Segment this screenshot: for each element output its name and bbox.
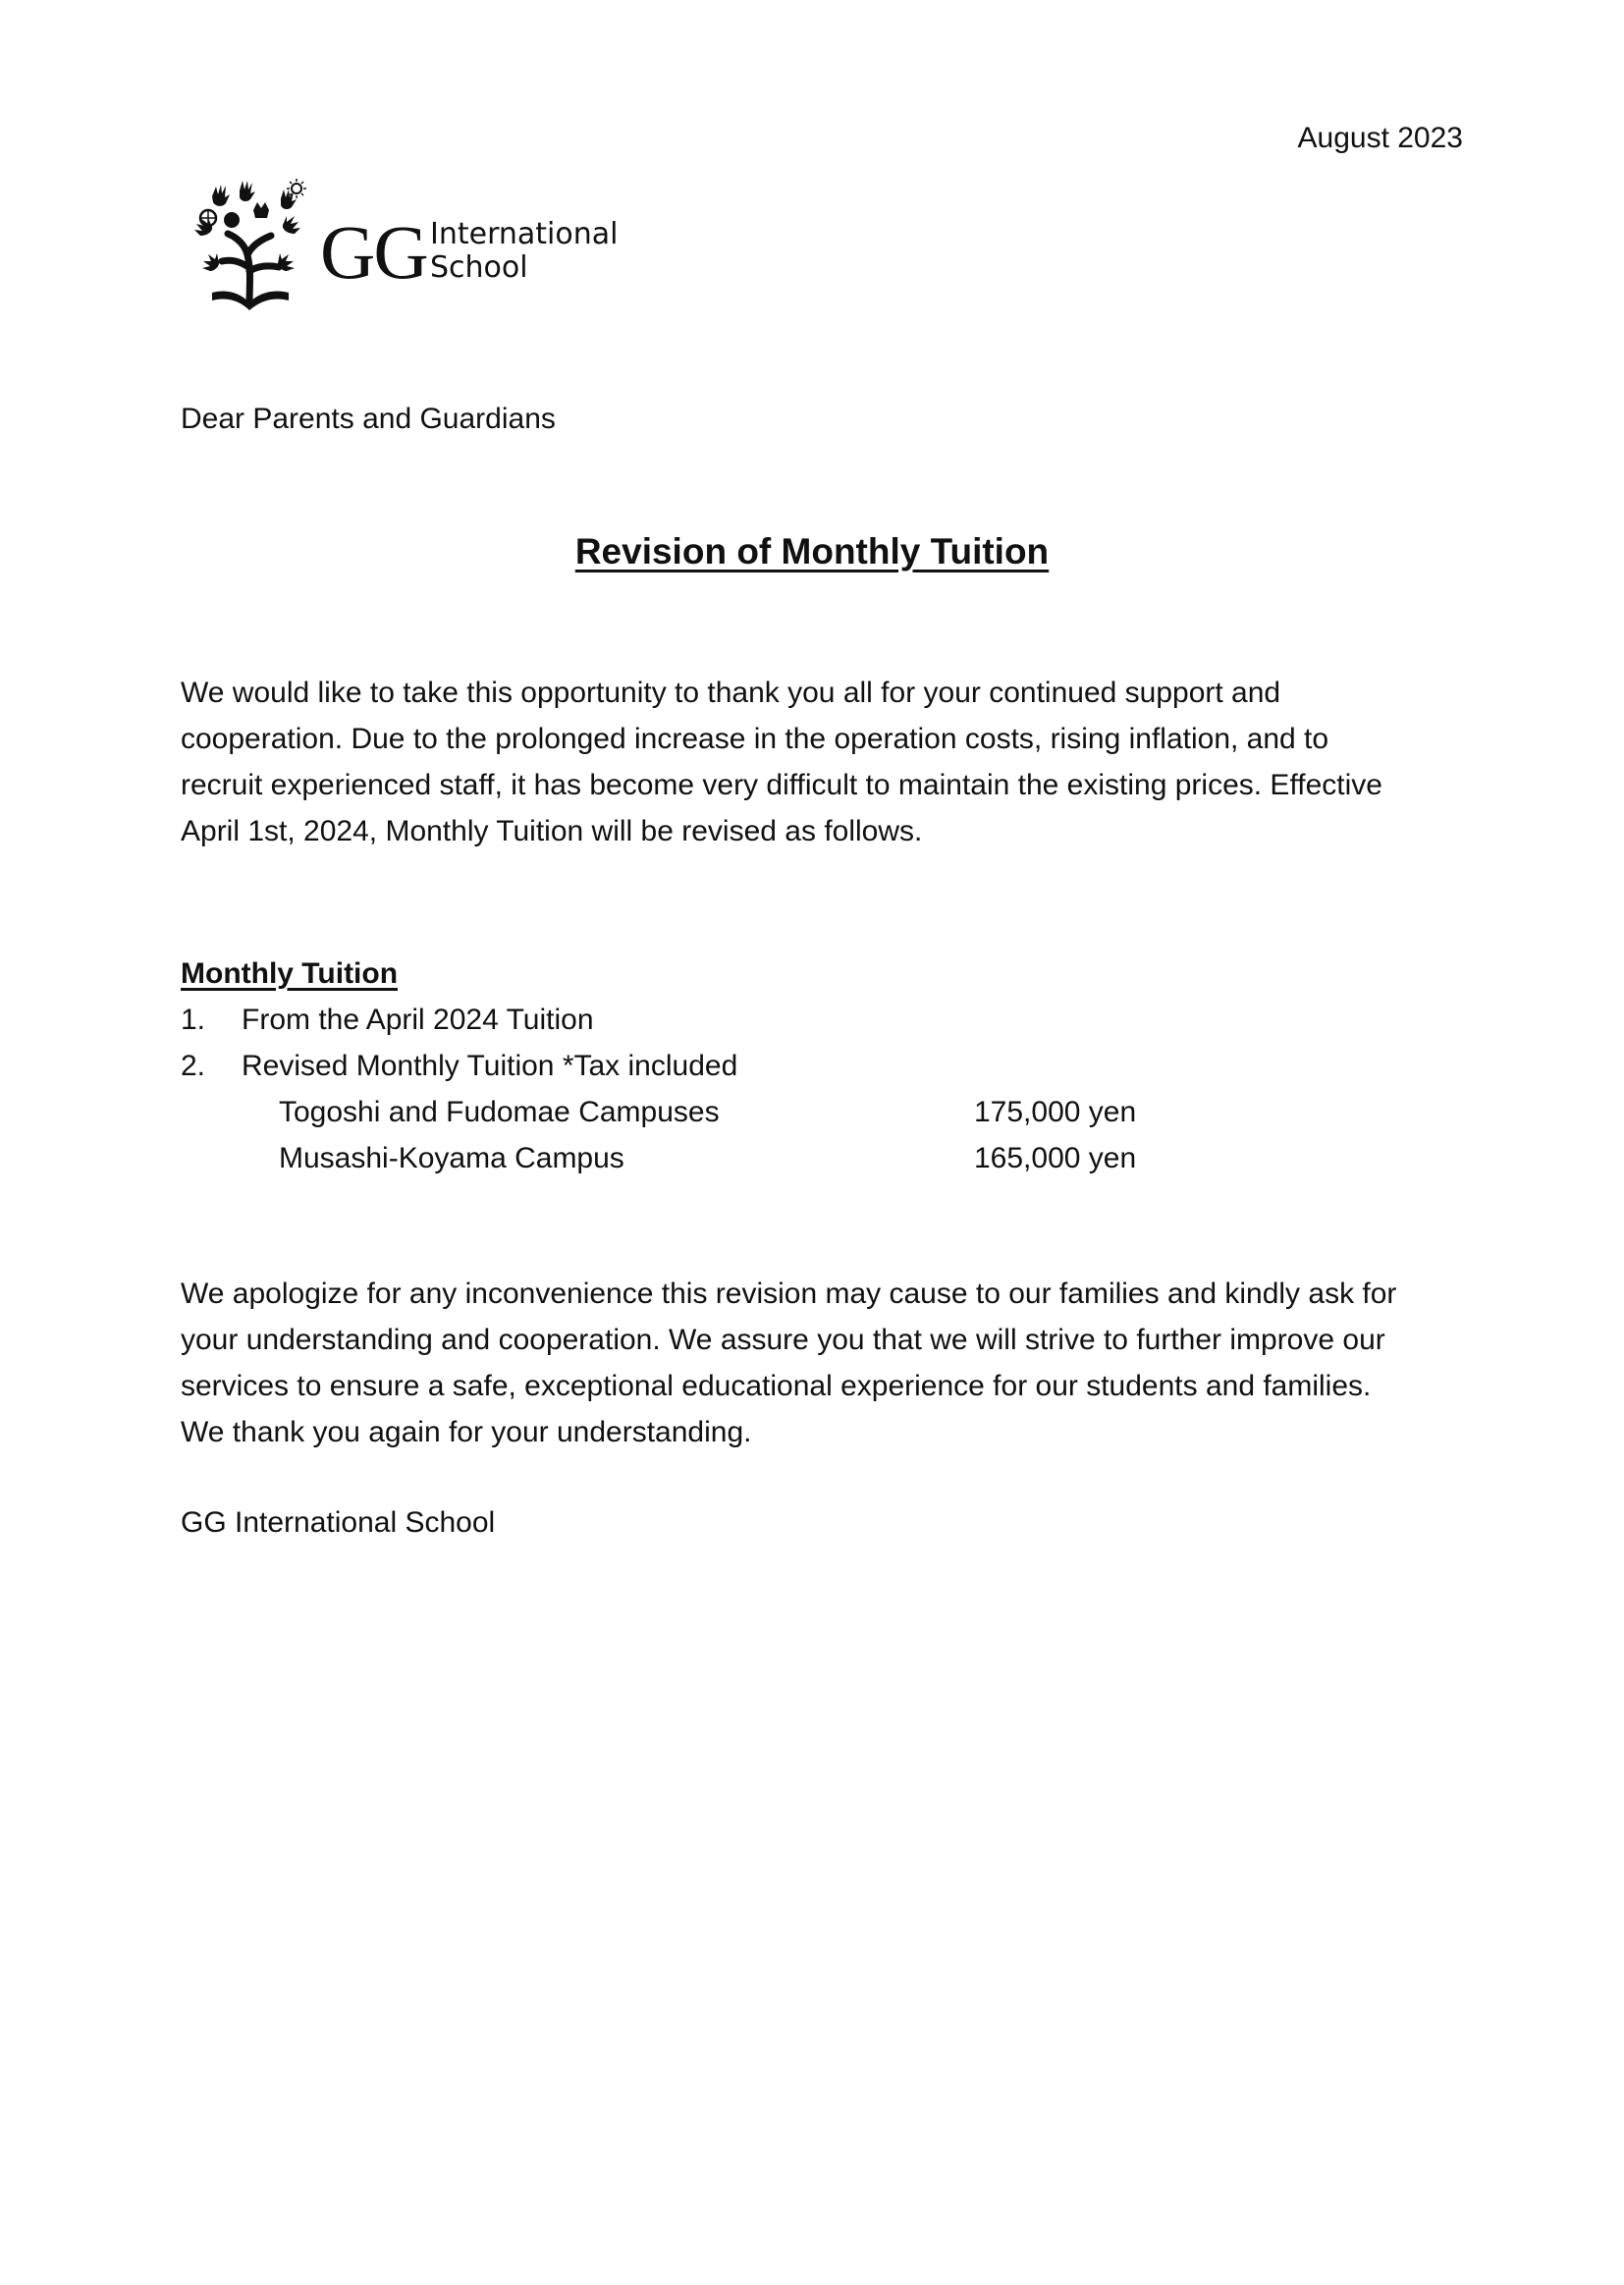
signature: GG International School — [181, 1506, 496, 1539]
closing-line: your understanding and cooperation. We assure you that we will strive to further improve our — [181, 1324, 1385, 1356]
tuition-list-item — [181, 997, 1477, 1043]
intro-line: cooperation. Due to the prolonged increase in the operation costs, rising inflation, and to — [181, 723, 1329, 755]
closing-paragraph — [181, 1271, 1477, 1455]
letter-title: Revision of Monthly Tuition — [574, 531, 1050, 571]
logo-line-1: International — [430, 217, 619, 251]
intro-line: We would like to take this opportunity to thank you all for your continued support and — [181, 677, 1281, 709]
list-number: 2. — [181, 1050, 206, 1082]
logo-name — [430, 218, 618, 285]
logo-gg: GG — [320, 209, 427, 295]
school-logo — [192, 177, 644, 314]
intro-line: recruit experienced staff, it has become very difficult to maintain the existing prices. Effective — [181, 769, 1382, 801]
tree-hands-logo-icon — [192, 177, 310, 314]
closing-line: services to ensure a safe, exceptional educational experience for our students and families. — [181, 1370, 1372, 1402]
campus-name: Togoshi and Fudomae Campuses — [279, 1096, 720, 1128]
closing-line: We apologize for any inconvenience this revision may cause to our families and kindly ask for — [181, 1278, 1397, 1310]
list-number: 1. — [181, 1004, 206, 1036]
campus-name: Musashi-Koyama Campus — [279, 1142, 624, 1174]
campus-price: 165,000 yen — [974, 1142, 1137, 1174]
list-text: From the April 2024 Tuition — [242, 1004, 594, 1036]
campus-price: 175,000 yen — [974, 1096, 1137, 1128]
letter-date: August 2023 — [1297, 122, 1463, 154]
salutation: Dear Parents and Guardians — [181, 403, 556, 435]
intro-paragraph — [181, 670, 1477, 854]
list-text: Revised Monthly Tuition *Tax included — [242, 1050, 738, 1082]
tuition-heading: Monthly Tuition — [181, 957, 399, 990]
tuition-list-item — [181, 1043, 1477, 1089]
closing-line: We thank you again for your understanding. — [181, 1416, 752, 1448]
logo-line-2: School — [430, 250, 528, 285]
tuition-section — [181, 951, 1477, 1181]
price-row — [181, 1135, 1477, 1181]
intro-line: April 1st, 2024, Monthly Tuition will be revised as follows. — [181, 815, 923, 847]
price-row — [181, 1089, 1477, 1135]
